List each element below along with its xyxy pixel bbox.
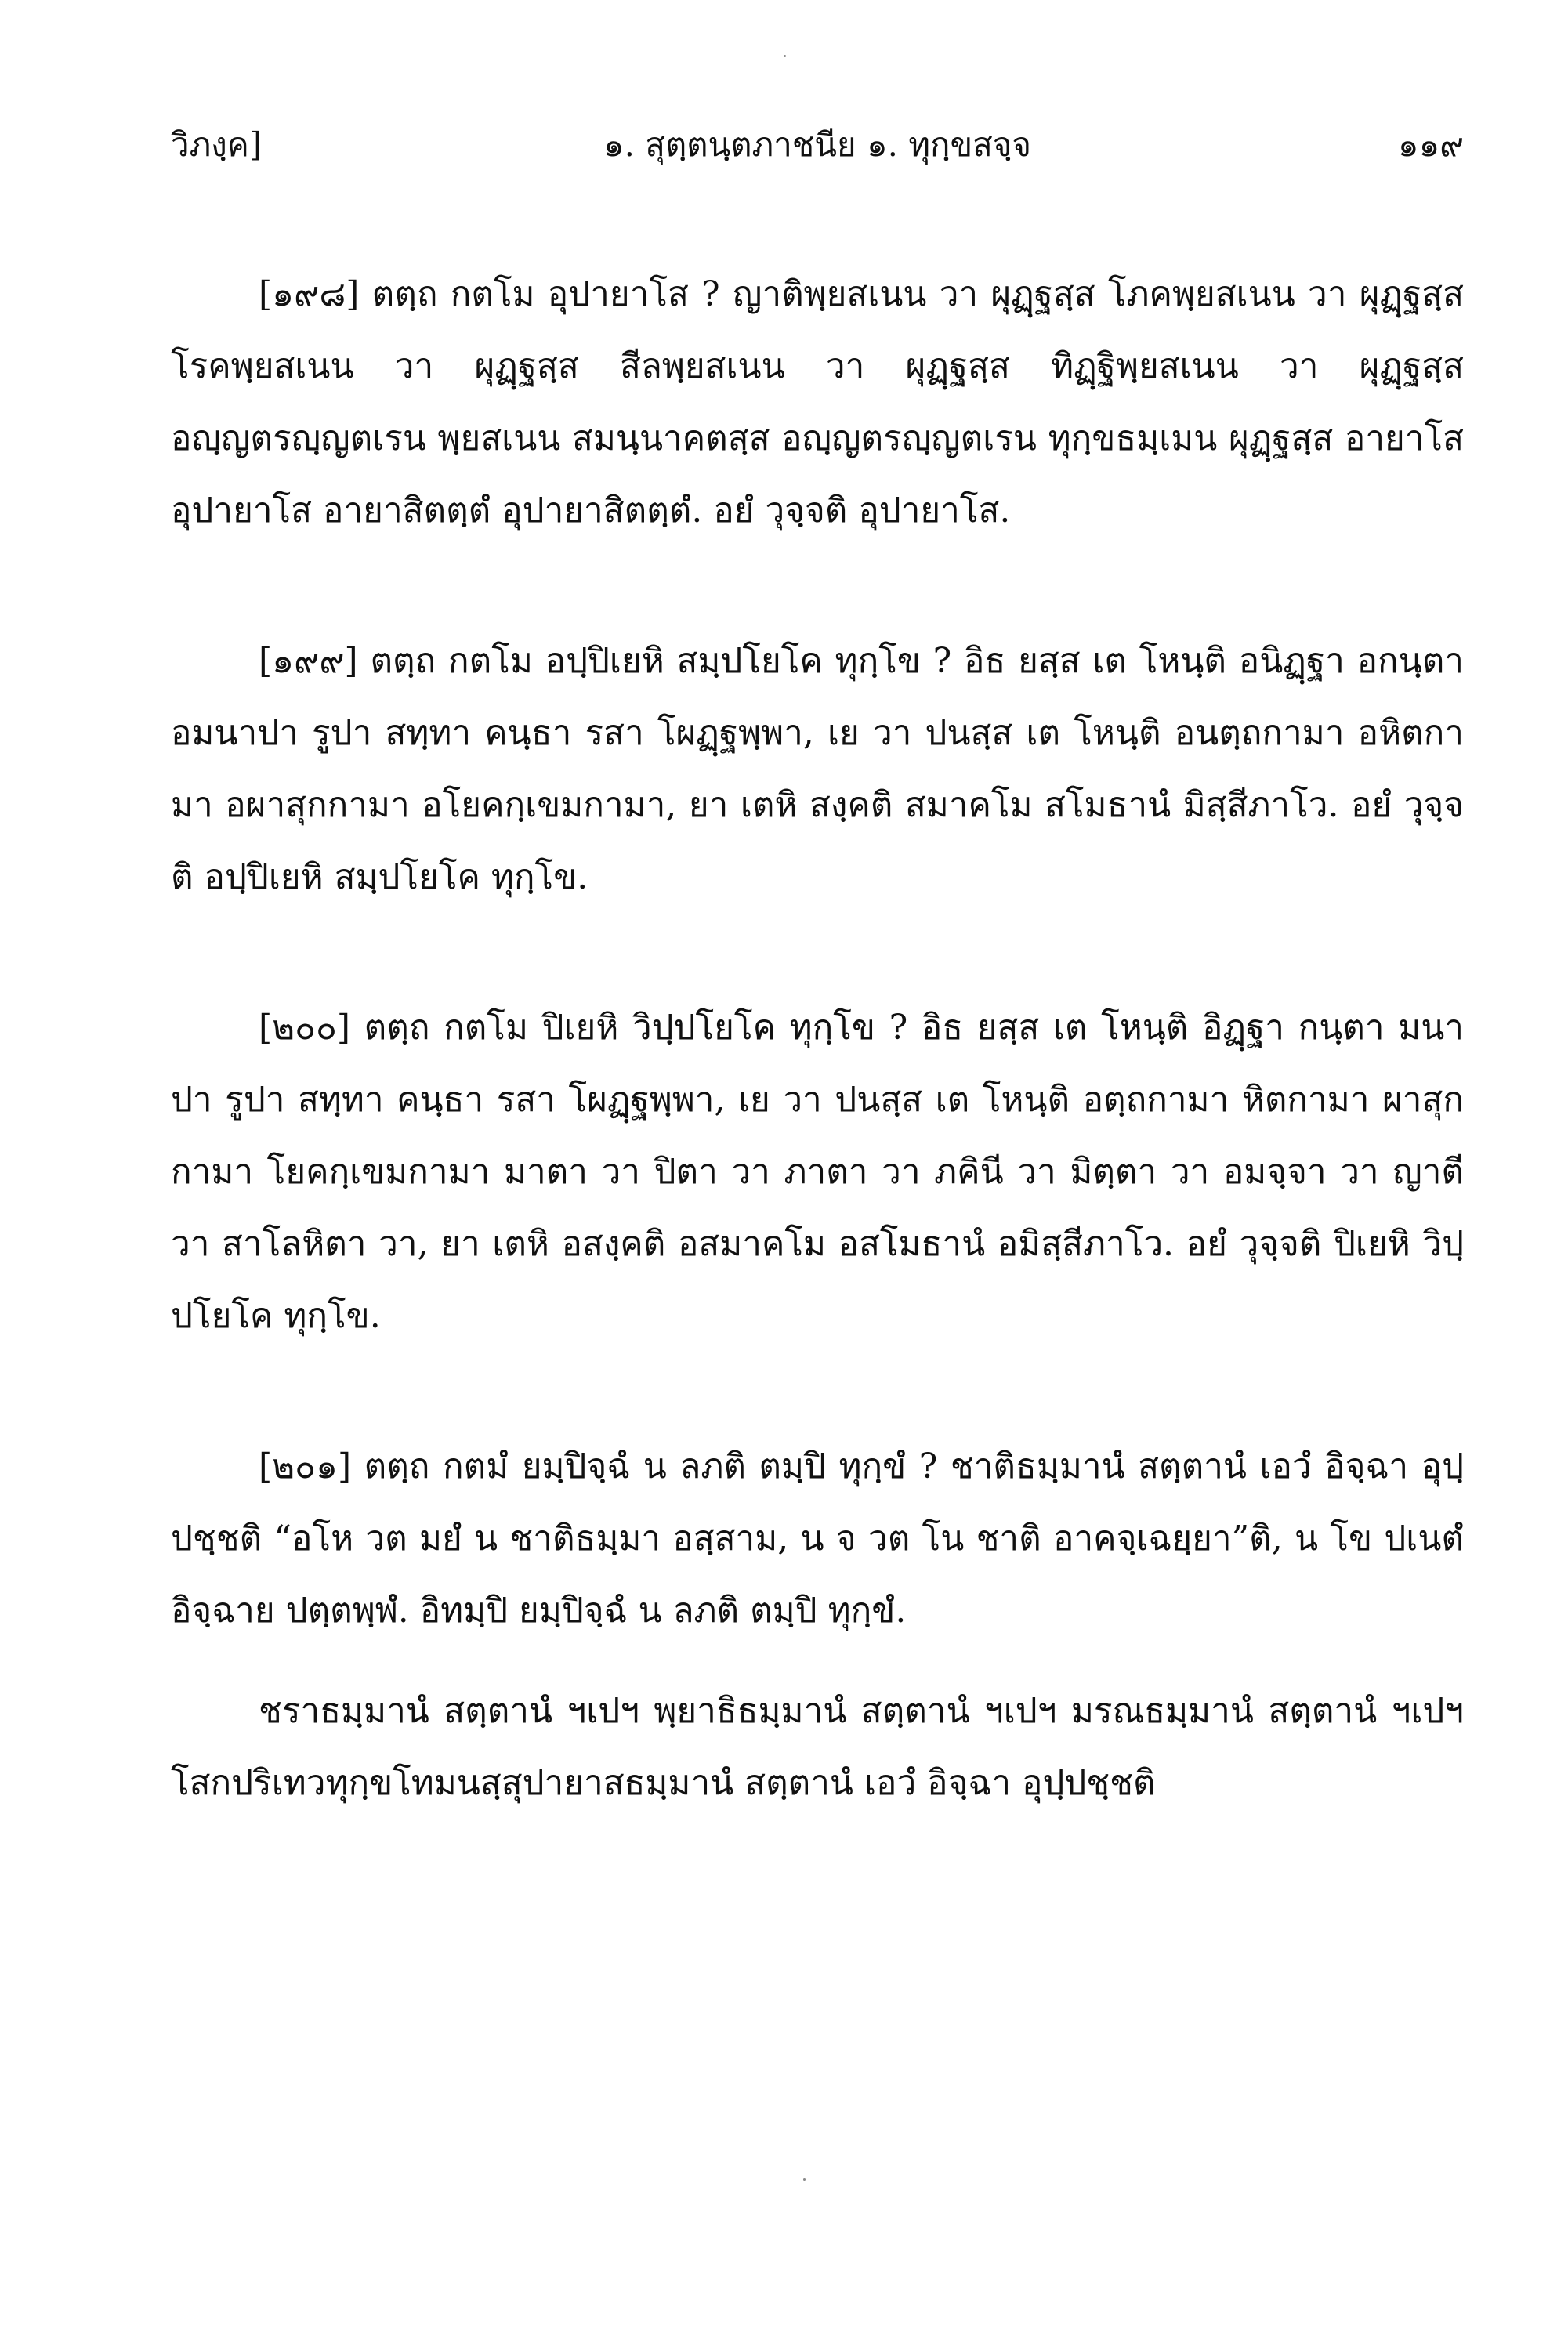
header-book-title: วิภงฺค]	[171, 125, 263, 164]
paragraph-198: [๑๙๘] ตตฺถ กตโม อุปายาโส ? ญาติพฺยสเนน วา ผุฏฺฐสฺส โภคพฺยสเนน วา ผุฏฺฐสฺส โรคพฺยสเนน วา ผุฏฺฐสฺส สีลพฺยสเนน วา ผุฏฺฐสฺส ทิฏฺฐิพฺยสเนน วา ผุฏฺฐสฺส อญฺญตรญฺญตเรน พฺยสเนน สมนฺนาคตสฺส อญฺญตรญฺญตเรน ทุกฺขธมฺเมน ผุฏฺฐสฺส อายาโส อุปายาโส อายาสิตตฺตํ อุปายาสิตตฺตํ. อยํ วุจฺจติ อุปายาโส.	[171, 274, 1464, 530]
paragraph-201-continued: ชราธมฺมานํ สตฺตานํ ฯเปฯ พฺยาธิธมฺมานํ สตฺตานํ ฯเปฯ มรณธมฺมานํ สตฺตานํ ฯเปฯ โสกปริเทวทุกฺขโทมนสฺสุปายาสธมฺมานํ สตฺตานํ เอวํ อิจฺฉา อุปฺปชฺชติ	[171, 1691, 1464, 1803]
scan-speck	[784, 55, 786, 57]
paragraph-201: [๒๐๑] ตตฺถ กตมํ ยมฺปิจฺฉํ น ลภติ ตมฺปิ ทุกฺขํ ? ชาติธมฺมานํ สตฺตานํ เอวํ อิจฺฉา อุปฺปชฺชติ “อโห วต มยํ น ชาติธมฺมา อสฺสาม, น จ วต โน ชาติ อาคจฺเฉยฺยา”ติ, น โข ปเนตํ อิจฺฉาย ปตฺตพฺพํ. อิทมฺปิ ยมฺปิจฺฉํ น ลภติ ตมฺปิ ทุกฺขํ.	[171, 1446, 1464, 1631]
paragraph-200: [๒๐๐] ตตฺถ กตโม ปิเยหิ วิปฺปโยโค ทุกฺโข ? อิธ ยสฺส เต โหนฺติ อิฏฺฐา กนฺตา มนาปา รูปา สทฺทา คนฺธา รสา โผฏฺฐพฺพา, เย วา ปนสฺส เต โหนฺติ อตฺถกามา หิตกามา ผาสุกกามา โยคกฺเขมกามา มาตา วา ปิตา วา ภาตา วา ภคินี วา มิตฺตา วา อมจฺจา วา ญาตี วา สาโลหิตา วา, ยา เตหิ อสงฺคติ อสมาคโม อสโมธานํ อมิสฺสีภาโว. อยํ วุจฺจติ ปิเยหิ วิปฺปโยโค ทุกฺโข.	[171, 1008, 1464, 1336]
header-section-title: ๑. สุตฺตนฺตภาชนีย ๑. ทุกฺขสจฺจ	[603, 125, 1032, 164]
paragraph-199: [๑๙๙] ตตฺถ กตโม อปฺปิเยหิ สมฺปโยโค ทุกฺโข ? อิธ ยสฺส เต โหนฺติ อนิฏฺฐา อกนฺตา อมนาปา รูปา สทฺทา คนฺธา รสา โผฏฺฐพฺพา, เย วา ปนสฺส เต โหนฺติ อนตฺถกามา อหิตกามา อผาสุกกามา อโยคกฺเขมกามา, ยา เตหิ สงฺคติ สมาคโม สโมธานํ มิสฺสีภาโว. อยํ วุจฺจติ อปฺปิเยหิ สมฺปโยโค ทุกฺโข.	[171, 641, 1464, 897]
page-header	[171, 118, 1464, 172]
scan-speck	[803, 2178, 806, 2181]
page-number: ๑๑๙	[1397, 125, 1464, 164]
page-body	[171, 259, 1464, 1819]
